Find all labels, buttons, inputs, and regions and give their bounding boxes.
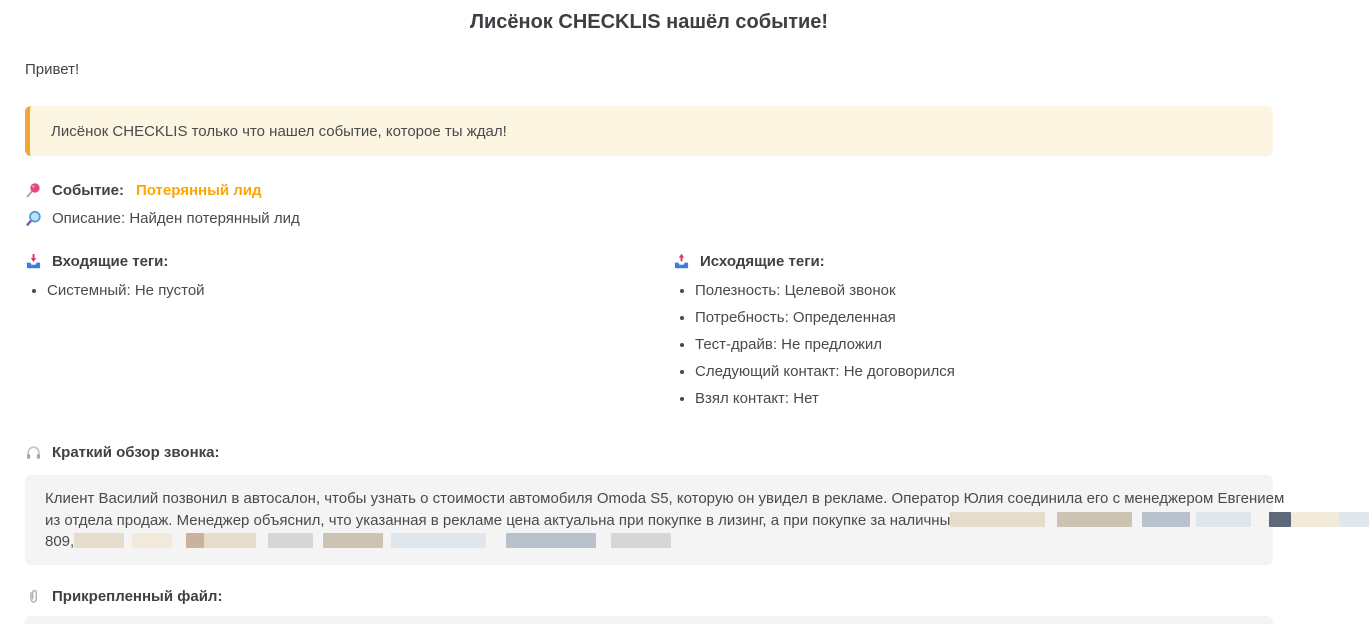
redacted-segment — [1269, 512, 1291, 527]
page-title: Лисёнок CHECKLIS нашёл событие! — [469, 11, 829, 33]
redacted-segment — [323, 533, 383, 548]
call-summary-box — [25, 475, 1285, 565]
list-item: • Потребность: Определенная — [695, 309, 1273, 327]
list-item: • Тест-драйв: Не предложил — [695, 336, 1273, 354]
event-alert-banner — [25, 106, 1273, 156]
list-item: • Взял контакт: Нет — [695, 390, 1273, 408]
list-item: • Полезность: Целевой звонок — [695, 282, 1273, 300]
redacted-segment — [1339, 512, 1369, 527]
inbox-tray-icon — [25, 253, 42, 270]
alert-text: Лисёнок CHECKLIS только что нашел событие, которое ты ждал! — [51, 122, 507, 140]
attachment-title: Прикрепленный файл: — [52, 587, 223, 605]
redacted-segment — [1196, 512, 1251, 527]
greeting-text: Привет! — [25, 61, 80, 78]
redacted-segment — [611, 533, 671, 548]
redacted-segment — [950, 512, 1045, 527]
event-label: Событие: — [52, 182, 124, 199]
redacted-segment — [204, 533, 256, 548]
magnifier-icon — [25, 210, 42, 227]
redacted-segment — [391, 533, 486, 548]
tags-columns — [25, 253, 1273, 417]
outbox-tray-icon — [673, 253, 690, 270]
outgoing-tags-title: Исходящие теги: — [700, 253, 825, 270]
incoming-tags-header — [25, 253, 649, 270]
event-value: Потерянный лид — [135, 182, 262, 199]
description-row — [25, 210, 1273, 227]
outgoing-tags-list — [673, 282, 1273, 408]
attachment-header — [25, 588, 1273, 605]
call-summary-title: Краткий обзор звонка: — [52, 444, 220, 461]
incoming-tags-list — [25, 282, 649, 300]
list-item: • Системный: Не пустой — [47, 282, 649, 300]
headphones-icon — [25, 444, 42, 461]
redacted-segment — [1057, 512, 1132, 527]
redacted-segment — [268, 533, 313, 548]
redacted-segment — [74, 533, 124, 548]
redacted-segment — [1142, 512, 1190, 527]
event-row — [25, 182, 1273, 199]
description-text: Описание: Найден потерянный лид — [52, 210, 300, 227]
redacted-segment — [506, 533, 596, 548]
redacted-segment — [186, 533, 204, 548]
redacted-segment — [132, 533, 172, 548]
outgoing-tags-header — [673, 253, 1273, 270]
summary-line-2: из отдела продаж. Менеджер объяснил, что указанная в рекламе цена актуальна при покупке в лизинг, а при покупке за наличны — [45, 510, 1253, 532]
summary-line-3: 809, — [45, 531, 1253, 553]
paperclip-icon — [25, 588, 42, 605]
list-item: • Следующий контакт: Не договорился — [695, 363, 1273, 381]
redacted-segment — [1291, 512, 1339, 527]
pushpin-icon — [25, 182, 42, 199]
incoming-tags-title: Входящие теги: — [52, 253, 169, 270]
attachment-box-partial — [25, 616, 1273, 624]
summary-line-1: Клиент Василий позвонил в автосалон, чтобы узнать о стоимости автомобиля Omoda S5, которую он увидел в рекламе. Оператор Юлия соединила его с менеджером Евгением — [45, 490, 1285, 507]
outgoing-tags-section — [649, 253, 1273, 417]
call-summary-header — [25, 444, 1273, 461]
incoming-tags-section — [25, 253, 649, 417]
